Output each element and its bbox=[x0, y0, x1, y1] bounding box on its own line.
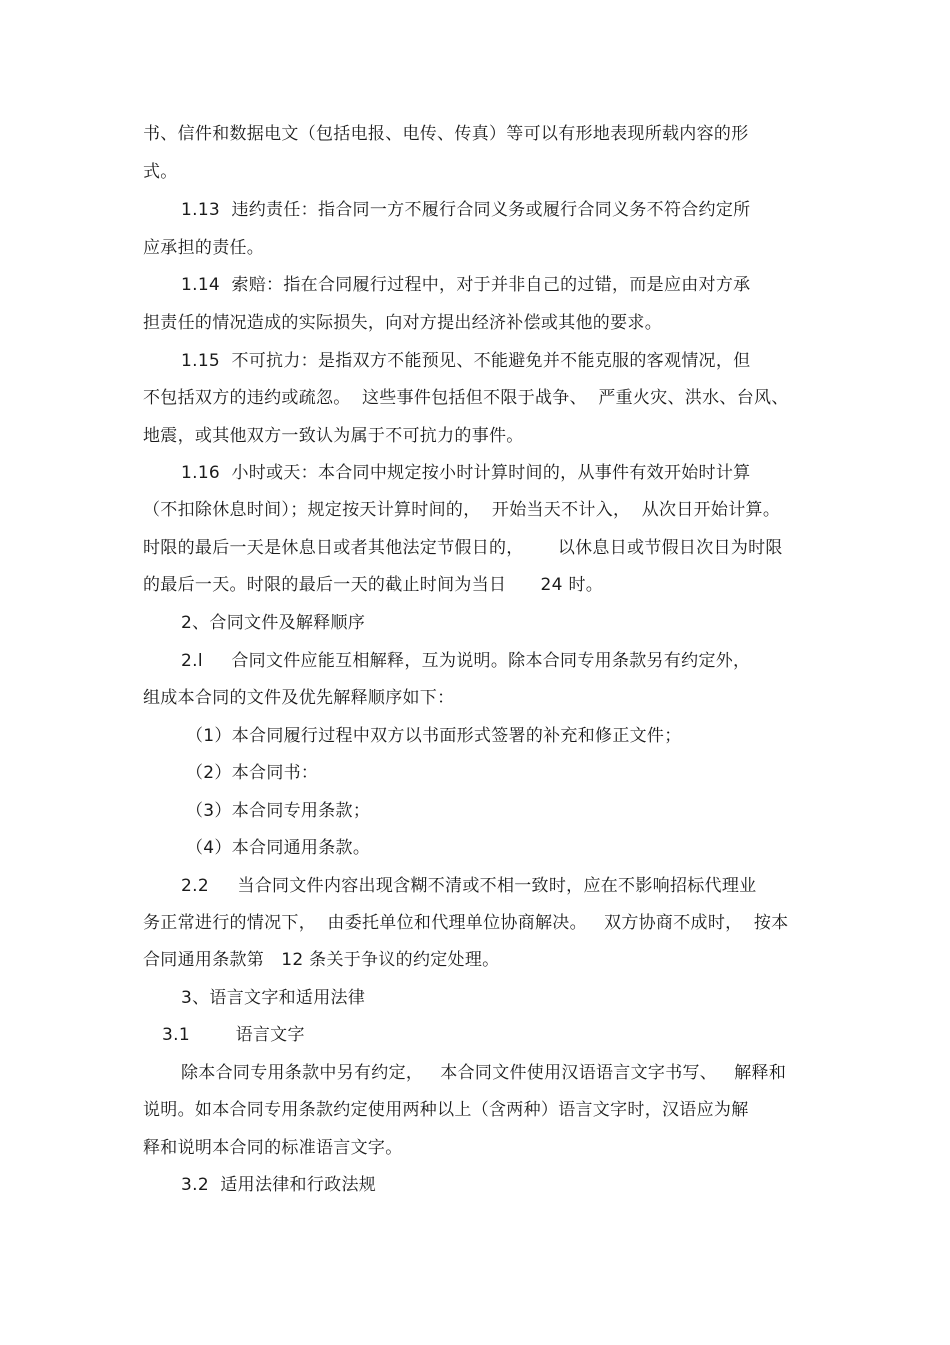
text-line: 式。 bbox=[143, 162, 178, 182]
list-item: （1）本合同履行过程中双方以书面形式签署的补充和修正文件； bbox=[186, 726, 682, 746]
clause-1-15: 1.15 不可抗力：是指双方不能预见、不能避免并不能克服的客观情况，但 bbox=[181, 351, 751, 371]
text-line: 释和说明本合同的标准语言文字。 bbox=[143, 1138, 403, 1158]
text-line: 时限的最后一天是休息日或者其他法定节假日的， 以休息日或节假日次日为时限 bbox=[143, 538, 783, 558]
clause-1-14: 1.14 索赔：指在合同履行过程中，对于并非自己的过错，而是应由对方承 bbox=[181, 275, 751, 295]
clause-1-16: 1.16 小时或天：本合同中规定按小时计算时间的，从事件有效开始时计算 bbox=[181, 463, 751, 483]
text-line: 组成本合同的文件及优先解释顺序如下： bbox=[143, 688, 455, 708]
clause-3-2: 3.2 适用法律和行政法规 bbox=[181, 1175, 377, 1195]
list-item: （2）本合同书： bbox=[186, 763, 319, 783]
clause-1-13: 1.13 违约责任：指合同一方不履行合同义务或履行合同义务不符合约定所 bbox=[181, 200, 751, 220]
text-line: 的最后一天。时限的最后一天的截止时间为当日 24 时。 bbox=[143, 575, 604, 595]
section-heading-3: 3、语言文字和适用法律 bbox=[181, 988, 366, 1008]
list-item: （3）本合同专用条款； bbox=[186, 801, 371, 821]
text-line: 务正常进行的情况下， 由委托单位和代理单位协商解决。 双方协商不成时， 按本 bbox=[143, 913, 789, 933]
list-item: （4）本合同通用条款。 bbox=[186, 838, 371, 858]
text-line: （不扣除休息时间）；规定按天计算时间的， 开始当天不计入， 从次日开始计算。 bbox=[143, 500, 781, 520]
text-line: 书、信件和数据电文（包括电报、电传、传真）等可以有形地表现所载内容的形 bbox=[143, 124, 749, 144]
text-line: 除本合同专用条款中另有约定， 本合同文件使用汉语语言文字书写、 解释和 bbox=[181, 1063, 787, 1083]
text-line: 担责任的情况造成的实际损失，向对方提出经济补偿或其他的要求。 bbox=[143, 313, 662, 333]
section-heading-2: 2、合同文件及解释顺序 bbox=[181, 613, 366, 633]
text-line: 说明。如本合同专用条款约定使用两种以上（含两种）语言文字时，汉语应为解 bbox=[143, 1100, 749, 1120]
clause-2-2: 2.2 当合同文件内容出现含糊不清或不相一致时，应在不影响招标代理业 bbox=[181, 876, 757, 896]
text-line: 不包括双方的违约或疏忽。 这些事件包括但不限于战争、 严重火灾、洪水、台风、 bbox=[143, 388, 789, 408]
clause-2-1: 2.l 合同文件应能互相解释，互为说明。除本合同专用条款另有约定外， bbox=[181, 651, 751, 671]
text-line: 合同通用条款第 12 条关于争议的约定处理。 bbox=[143, 950, 500, 970]
text-line: 应承担的责任。 bbox=[143, 238, 265, 258]
clause-3-1: 3.1 语言文字 bbox=[162, 1025, 305, 1045]
text-line: 地震，或其他双方一致认为属于不可抗力的事件。 bbox=[143, 426, 524, 446]
